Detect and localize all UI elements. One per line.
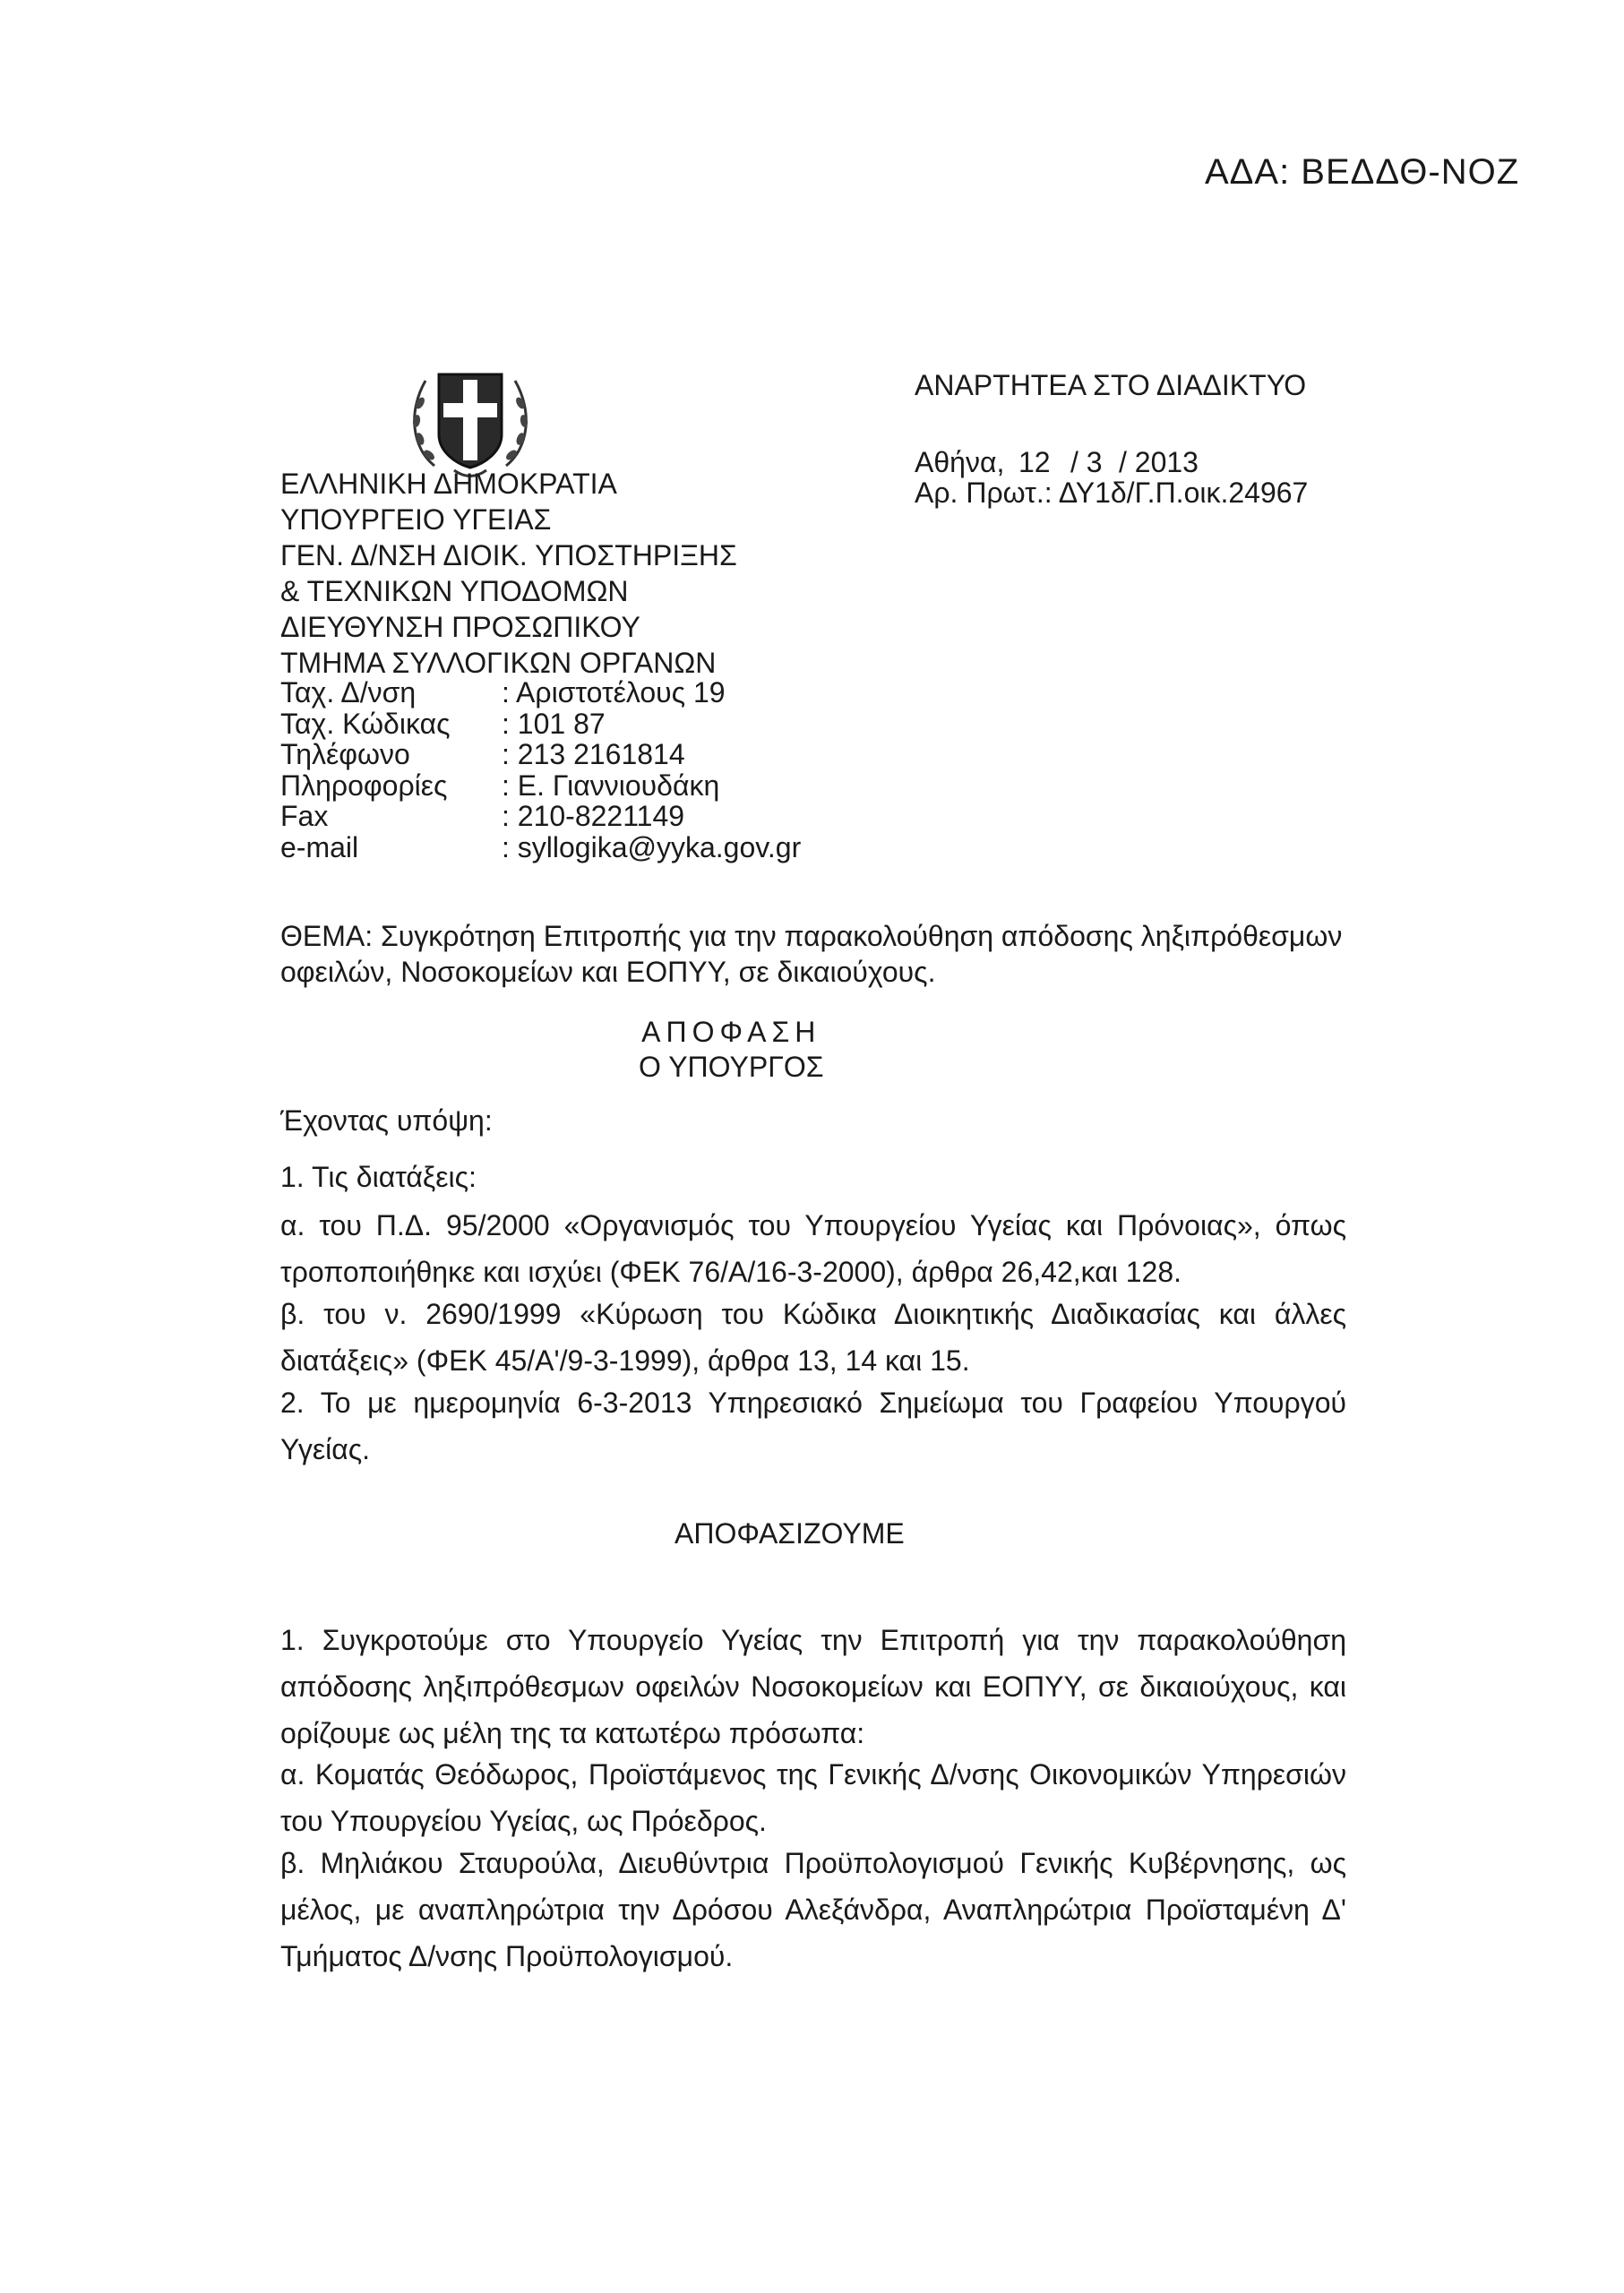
- contact-details: [280, 677, 801, 863]
- protocol-number: Αρ. Πρωτ.: ΔΥ1δ/Γ.Π.οικ.24967: [915, 477, 1309, 509]
- article-1: [280, 1617, 1346, 1756]
- contact-label: Πληροφορίες: [280, 769, 448, 802]
- contact-row: [280, 677, 801, 709]
- contact-value: : 210-8221149: [502, 800, 685, 832]
- sender-line: ΕΛΛΗΝΙΚΗ ΔΗΜΟΚΡΑΤΙΑ: [280, 468, 617, 500]
- contact-row: [280, 709, 801, 740]
- date-line: [915, 447, 1308, 477]
- provisions-heading: 1. Τις διατάξεις:: [280, 1161, 477, 1193]
- date-place: Αθήνα,: [915, 446, 1005, 478]
- contact-row: [280, 801, 801, 832]
- ada-code: ΑΔΑ: ΒΕΔΔΘ-ΝΟΖ: [1205, 152, 1520, 192]
- article-1-text: 1. Συγκροτούμε στο Υπουργείο Υγείας την Επιτροπή για την παρακολούθηση απόδοσης ληξιπρόθεσμων οφειλών Νοσοκομείων και ΕΟΠΥΥ, σε δικαιούχους, και ορίζουμε ως μέλη της τα κατωτέρω πρόσωπα:: [280, 1624, 1346, 1749]
- we-decide-heading: ΑΠΟΦΑΣΙΖΟΥΜΕ: [675, 1517, 905, 1550]
- provision-a: [280, 1202, 1346, 1295]
- item-2-text: 2. Το με ημερομηνία 6-3-2013 Υπηρεσιακό Σημείωμα του Γραφείου Υπουργού Υγείας.: [280, 1387, 1346, 1465]
- subject: [280, 918, 1346, 990]
- contact-value: : Ε. Γιαννιουδάκη: [502, 769, 720, 802]
- contact-value: : 213 2161814: [502, 738, 685, 770]
- member-a-text: α. Κοματάς Θεόδωρος, Προϊστάμενος της Γενικής Δ/νσης Οικονομικών Υπηρεσιών του Υπουργείου Υγείας, ως Πρόεδρος.: [280, 1758, 1346, 1837]
- item-2: [280, 1379, 1346, 1473]
- provision-a-text: α. του Π.Δ. 95/2000 «Οργανισμός του Υπουργείου Υγείας και Πρόνοιας», όπως τροποποιήθηκε και ισχύει (ΦΕΚ 76/Α/16-3-2000), άρθρα 26,42,και 128.: [280, 1209, 1346, 1288]
- sender-line: ΤΜΗΜΑ ΣΥΛΛΟΓΙΚΩΝ ΟΡΓΑΝΩΝ: [280, 647, 717, 679]
- date-day: 12: [1018, 446, 1051, 478]
- subject-text: Συγκρότηση Επιτροπής για την παρακολούθηση απόδοσης ληξιπρόθεσμων οφειλών, Νοσοκομείων και ΕΟΠΥΥ, σε δικαιούχους.: [280, 920, 1343, 988]
- sender-line: ΔΙΕΥΘΥΝΣΗ ΠΡΟΣΩΠΙΚΟΥ: [280, 611, 640, 643]
- contact-label: Τηλέφωνο: [280, 738, 410, 770]
- contact-label: Fax: [280, 800, 329, 832]
- right-header: [915, 369, 1308, 508]
- contact-row: [280, 832, 801, 863]
- member-a: [280, 1751, 1346, 1844]
- subject-label: ΘΕΜΑ:: [280, 920, 374, 952]
- decision-title: [639, 1015, 824, 1085]
- sender-line: & ΤΕΧΝΙΚΩΝ ΥΠΟΔΟΜΩΝ: [280, 575, 629, 607]
- contact-value: : syllogika@yyka.gov.gr: [502, 830, 802, 863]
- contact-row: [280, 770, 801, 802]
- date-year: / 2013: [1119, 446, 1199, 478]
- sender-block: [280, 466, 737, 681]
- contact-label: Ταχ. Δ/νση: [280, 676, 417, 709]
- post-notice: ΑΝΑΡΤΗΤΕΑ ΣΤΟ ΔΙΑΔΙΚΤΥΟ: [915, 369, 1307, 401]
- contact-value: : Αριστοτέλους 19: [502, 676, 726, 709]
- considering-heading: Έχοντας υπόψη:: [280, 1104, 493, 1137]
- contact-label: Ταχ. Κώδικας: [280, 707, 451, 740]
- contact-row: [280, 739, 801, 770]
- decision-subheading: Ο ΥΠΟΥΡΓΟΣ: [639, 1051, 824, 1083]
- provision-b: [280, 1291, 1346, 1384]
- decision-heading: ΑΠΟΦΑΣΗ: [641, 1016, 821, 1048]
- sender-line: ΥΠΟΥΡΓΕΙΟ ΥΓΕΙΑΣ: [280, 503, 552, 536]
- date-month: / 3: [1070, 446, 1103, 478]
- contact-value: : 101 87: [502, 707, 606, 740]
- member-b: [280, 1840, 1346, 1980]
- sender-line: ΓΕΝ. Δ/ΝΣΗ ΔΙΟΙΚ. ΥΠΟΣΤΗΡΙΞΗΣ: [280, 539, 737, 571]
- member-b-text: β. Μηλιάκου Σταυρούλα, Διευθύντρια Προϋπολογισμού Γενικής Κυβέρνησης, ως μέλος, με αναπληρώτρια την Δρόσου Αλεξάνδρα, Αναπληρώτρια Προϊσταμένη Δ' Τμήματος Δ/νσης Προϋπολογισμού.: [280, 1847, 1346, 1972]
- provision-b-text: β. του ν. 2690/1999 «Κύρωση του Κώδικα Διοικητικής Διαδικασίας και άλλες διατάξεις» (ΦΕΚ 45/Α'/9-3-1999), άρθρα 13, 14 και 15.: [280, 1298, 1346, 1377]
- contact-label: e-mail: [280, 830, 359, 863]
